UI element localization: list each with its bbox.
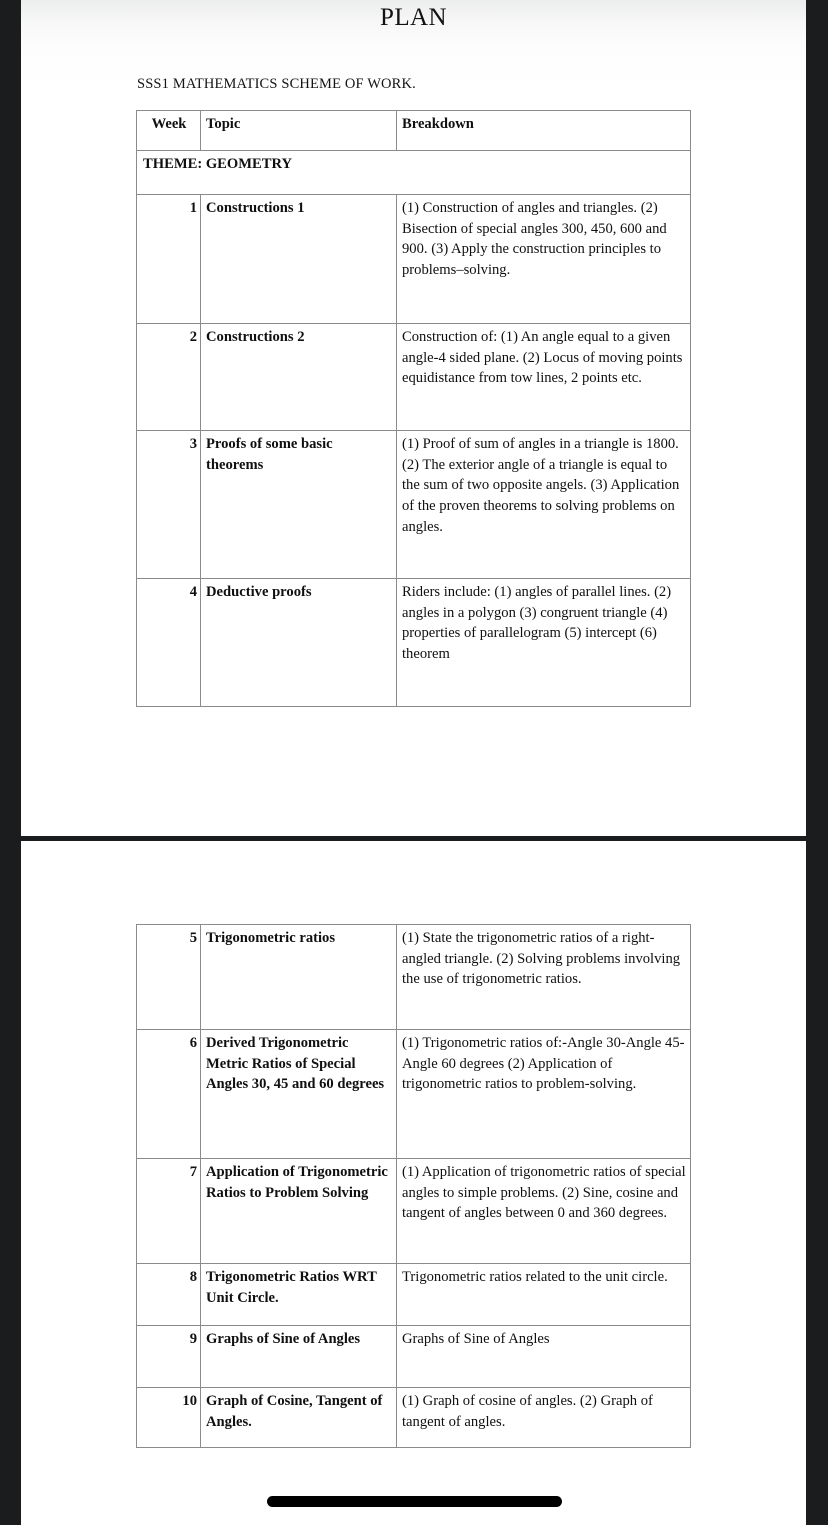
topic-name: Proofs of some basic theorems — [201, 431, 397, 579]
topic-breakdown: Graphs of Sine of Angles — [397, 1326, 691, 1388]
topic-name: Trigonometric Ratios WRT Unit Circle. — [201, 1264, 397, 1326]
table-row — [137, 579, 691, 707]
week-number: 9 — [137, 1326, 201, 1388]
topic-breakdown: (1) Trigonometric ratios of:-Angle 30-Angle 45-Angle 60 degrees (2) Application of trigonometric ratios to problem-solving. — [397, 1030, 691, 1159]
topic-breakdown: Trigonometric ratios related to the unit circle. — [397, 1264, 691, 1326]
page-title: PLAN — [380, 4, 447, 31]
column-header-week: Week — [137, 111, 201, 151]
topic-breakdown: Riders include: (1) angles of parallel lines. (2) angles in a polygon (3) congruent triangle (4) properties of parallelogram (5) intercept (6) theorem — [397, 579, 691, 707]
scheme-of-work-table-part-2 — [136, 924, 691, 1448]
topic-name: Trigonometric ratios — [201, 925, 397, 1030]
document-subtitle: SSS1 MATHEMATICS SCHEME OF WORK. — [137, 76, 416, 92]
document-page-2 — [21, 841, 806, 1525]
topic-breakdown: (1) Application of trigonometric ratios of special angles to simple problems. (2) Sine, cosine and tangent of angles between 0 and 360 degrees. — [397, 1159, 691, 1264]
table-row — [137, 324, 691, 431]
topic-name: Application of Trigonometric Ratios to Problem Solving — [201, 1159, 397, 1264]
topic-breakdown: Construction of: (1) An angle equal to a given angle-4 sided plane. (2) Locus of moving points equidistance from tow lines, 2 points etc. — [397, 324, 691, 431]
scheme-of-work-table-part-1 — [136, 110, 691, 707]
table-row — [137, 431, 691, 579]
topic-breakdown: (1) Graph of cosine of angles. (2) Graph of tangent of angles. — [397, 1388, 691, 1448]
week-number: 6 — [137, 1030, 201, 1159]
topic-name: Constructions 1 — [201, 195, 397, 324]
table-header-row — [137, 111, 691, 151]
topic-name: Constructions 2 — [201, 324, 397, 431]
home-indicator[interactable] — [267, 1496, 562, 1507]
table-row — [137, 1030, 691, 1159]
document-page-1 — [21, 0, 806, 836]
week-number: 8 — [137, 1264, 201, 1326]
week-number: 10 — [137, 1388, 201, 1448]
week-number: 1 — [137, 195, 201, 324]
week-number: 5 — [137, 925, 201, 1030]
table-row — [137, 1264, 691, 1326]
table-row — [137, 195, 691, 324]
week-number: 3 — [137, 431, 201, 579]
week-number: 2 — [137, 324, 201, 431]
topic-name: Deductive proofs — [201, 579, 397, 707]
topic-breakdown: (1) State the trigonometric ratios of a right-angled triangle. (2) Solving problems involving the use of trigonometric ratios. — [397, 925, 691, 1030]
theme-row — [137, 151, 691, 195]
topic-name: Derived Trigonometric Metric Ratios of Special Angles 30, 45 and 60 degrees — [201, 1030, 397, 1159]
column-header-breakdown: Breakdown — [397, 111, 691, 151]
topic-name: Graph of Cosine, Tangent of Angles. — [201, 1388, 397, 1448]
topic-name: Graphs of Sine of Angles — [201, 1326, 397, 1388]
topic-breakdown: (1) Construction of angles and triangles. (2) Bisection of special angles 300, 450, 600 and 900. (3) Apply the construction principles to problems–solving. — [397, 195, 691, 324]
table-row — [137, 1159, 691, 1264]
table-row — [137, 1388, 691, 1448]
column-header-topic: Topic — [201, 111, 397, 151]
theme-label: THEME: GEOMETRY — [137, 151, 691, 195]
table-row — [137, 1326, 691, 1388]
topic-breakdown: (1) Proof of sum of angles in a triangle is 1800. (2) The exterior angle of a triangle is equal to the sum of two opposite angels. (3) Application of the proven theorems to solving problems on angles. — [397, 431, 691, 579]
week-number: 4 — [137, 579, 201, 707]
week-number: 7 — [137, 1159, 201, 1264]
table-row — [137, 925, 691, 1030]
